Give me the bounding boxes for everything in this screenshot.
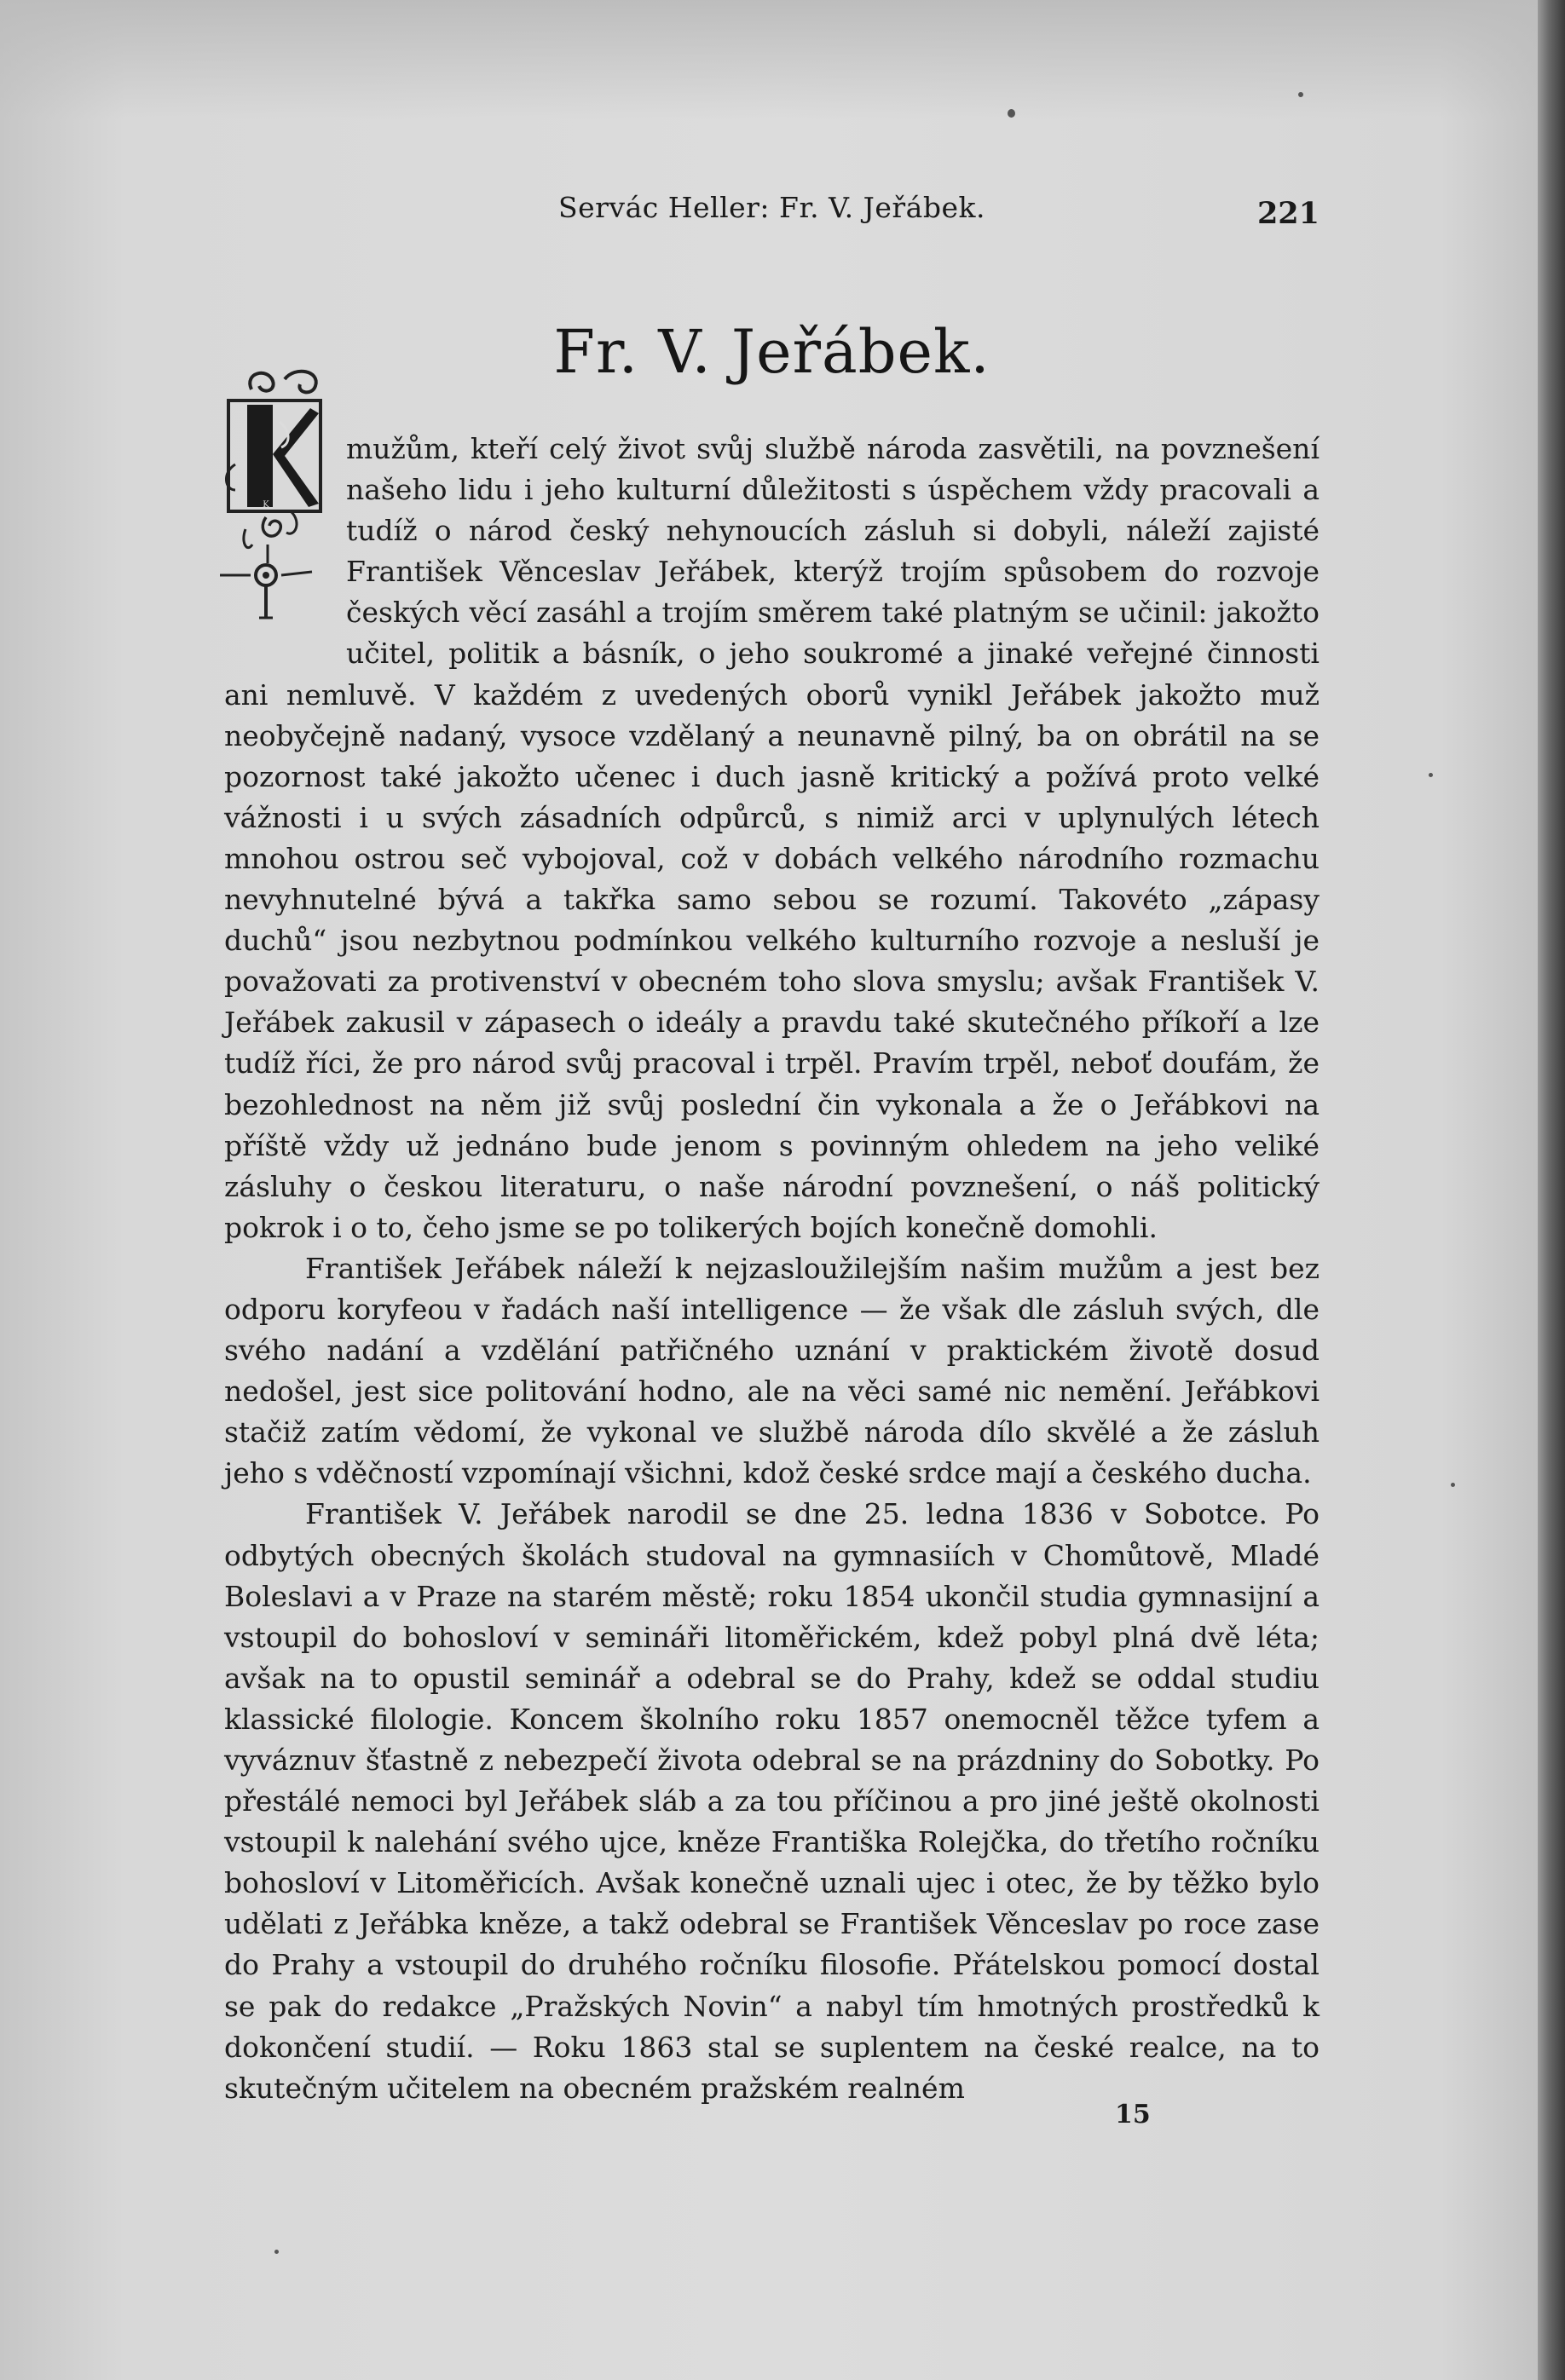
paragraph: František V. Jeřábek narodil se dne 25. ledna 1836 v Sobotce. Po odbytých obecných školách studoval na gymnasiích v Chomůtově, Mladé Boleslavi a v Praze na starém městě; roku 1854 ukončil studia gymnasijní a vstoupil do bohosloví v semináři litoměřickém, kdež pobyl plná dvě léta; avšak na to opustil seminář a odebral se do Prahy, kdež se oddal studiu klassické filologie. Koncem školního roku 1857 onemocněl těžce tyfem a vyváznuv šťastně z nebezpečí života odebral se na prázdniny do Sobotky. Po přestálé nemoci byl Jeřábek sláb a za tou příčinou a pro jiné ještě okolnosti vstoupil k nalehání svého ujce, kněze Františka Rolejčka, do třetího ročníku bohosloví v Litoměřicích. Avšak konečně uznali ujec i otec, že by těžko bylo udělati z Jeřábka kněze, a takž odebral se František Věnceslav po roce zase do Prahy a vstoupil do druhého ročníku filosofie. Přátelskou pomocí dostal se pak do redakce „Pražských Novin“ a nabyl tím hmotných prostředků k dokončení studií. — Roku 1863 stal se suplentem na české realce, na to skutečným učitelem na obecném pražském realném (224, 1497, 1320, 2105)
running-head (224, 187, 1320, 235)
speck (1429, 773, 1433, 777)
page-number: 221 (1256, 196, 1320, 231)
initial-letter: K (263, 500, 269, 510)
article-title: Fr. V. Jeřábek. (553, 317, 990, 387)
paragraph: František Jeřábek náleží k nejzasloužilejším našim mužům a jest bez odporu koryfeou v řadách naší intelligence — že však dle zásluh svých, dle svého nadání a vzdělání patřičného uznání v praktickém životě dosud nedošel, jest sice politování hodno, ale na věci samé nic nemění. Jeřábkovi stačiž zatím vědomí, že vykonal ve službě národa dílo skvělé a že zásluh jeho s vděčností vzpomínají všichni, kdož české srdce mají a českého ducha. (224, 1251, 1320, 1490)
book-spine (1538, 0, 1565, 2380)
speck (274, 2250, 279, 2254)
signature-mark: 15 (1115, 2100, 1151, 2129)
speck (1451, 1483, 1455, 1487)
article-body (224, 429, 1320, 2109)
speck (1008, 109, 1015, 118)
dropcap-space (224, 429, 346, 635)
paragraph-text: mužům, kteří celý život svůj službě národa zasvětili, na povznešení našeho lidu i jeho kulturní důležitosti s úspěchem vždy pracovali a tudíž o národ český nehynoucích zásluh si dobyli, náleží zajisté František Věnceslav Jeřábek, kterýž trojím spůsobem do rozvoje českých věcí zasáhl a trojím směrem také platným se učinil: jakožto učitel, politik a básník, o jeho soukromé a jinaké veřejné činnosti ani nemluvě. V každém z uvedených oborů vynikl Jeřábek jakožto muž neobyčejně nadaný, vysoce vzdělaný a neunavně pilný, ba on obrátil na se pozornost také jakožto učenec i duch jasně kritický a požívá proto velké vážnosti i u svých zásadních odpůrců, s nimiž arci v uplynulých létech mnohou ostrou seč vybojoval, což v dobách velkého národního rozmachu nevyhnutelné bývá a takřka samo sebou se rozumí. Takovéto „zápasy duchů“ jsou nezbytnou podmínkou velkého kulturního rozvoje a nesluší je považovati za protivenství v obecném toho slova smyslu; avšak František V. Jeřábek zakusil v zápasech o ideály a pravdu také skutečného příkoří a lze tudíž říci, že pro národ svůj pracoval i trpěl. Pravím trpěl, neboť doufám, že bezohlednost na něm již svůj poslední čin vykonala a že o Jeřábkovi na příště vždy už jednáno bude jenom s povinným ohledem na jeho veliké zásluhy o českou literaturu, o naše národní povznešení, o náš politický pokrok i o to, čeho jsme se po tolikerých bojích konečně domohli. (224, 432, 1320, 1244)
top-shadow (0, 0, 1538, 119)
paragraph (224, 429, 1320, 1248)
running-title: Servác Heller: Fr. V. Jeřábek. (558, 191, 985, 224)
speck (1298, 92, 1303, 97)
